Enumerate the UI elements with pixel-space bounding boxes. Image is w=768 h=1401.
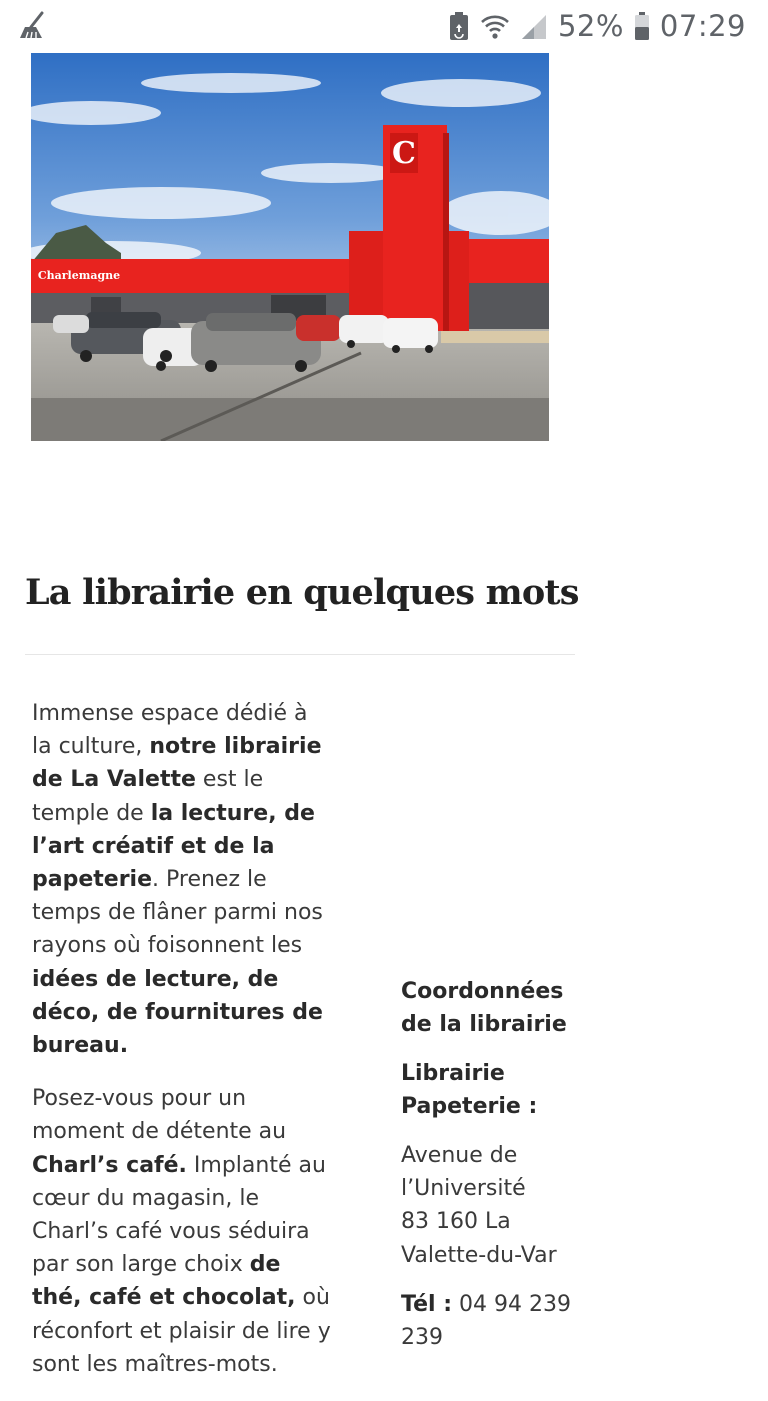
status-icons (448, 8, 746, 44)
clock: 07:29 (659, 9, 746, 43)
contact-title: Coordonnées de la librairie (401, 979, 567, 1037)
signal-icon (520, 11, 548, 41)
status-bar (0, 0, 768, 52)
section-divider (25, 654, 575, 655)
intro-column (32, 697, 332, 1401)
contact-address (401, 1139, 571, 1272)
tower-logo-letter: C (392, 136, 416, 171)
intro-paragraph: Immense espace dédié à la culture, notre librairie de La Valette est le temple de la lecture, de l’art créatif et de la papeterie. Prenez le temps de flâner parmi nos rayons où foisonnent les idées de lecture, de déco, de fournitures de bureau. (32, 701, 323, 1059)
contact-phone[interactable] (401, 1288, 571, 1354)
battery-saver-icon (448, 11, 470, 41)
storefront-sign: Charlemagne (37, 269, 121, 282)
phone-label: Tél : (401, 1291, 453, 1317)
section-title: La librairie en quelques mots (25, 572, 579, 613)
address-line-2: 83 160 La Valette-du-Var (401, 1209, 557, 1268)
contact-column (401, 975, 571, 1354)
battery-icon (634, 11, 650, 41)
store-photo (31, 53, 549, 441)
battery-percent: 52% (557, 9, 624, 43)
contact-subtitle: Librairie Papeterie : (401, 1061, 538, 1119)
broom-icon (16, 10, 48, 42)
cafe-paragraph: Posez-vous pour un moment de détente au Charl’s café. Implanté au cœur du magasin, le Charl’s café vous séduira par son large choix de thé, café et chocolat, où réconfort et plaisir de lire y sont les maîtres-mots. (32, 1086, 331, 1377)
wifi-icon (480, 11, 510, 41)
address-line-1: Avenue de l’Université (401, 1143, 526, 1202)
phone-number[interactable]: 04 94 239 239 (401, 1291, 571, 1350)
